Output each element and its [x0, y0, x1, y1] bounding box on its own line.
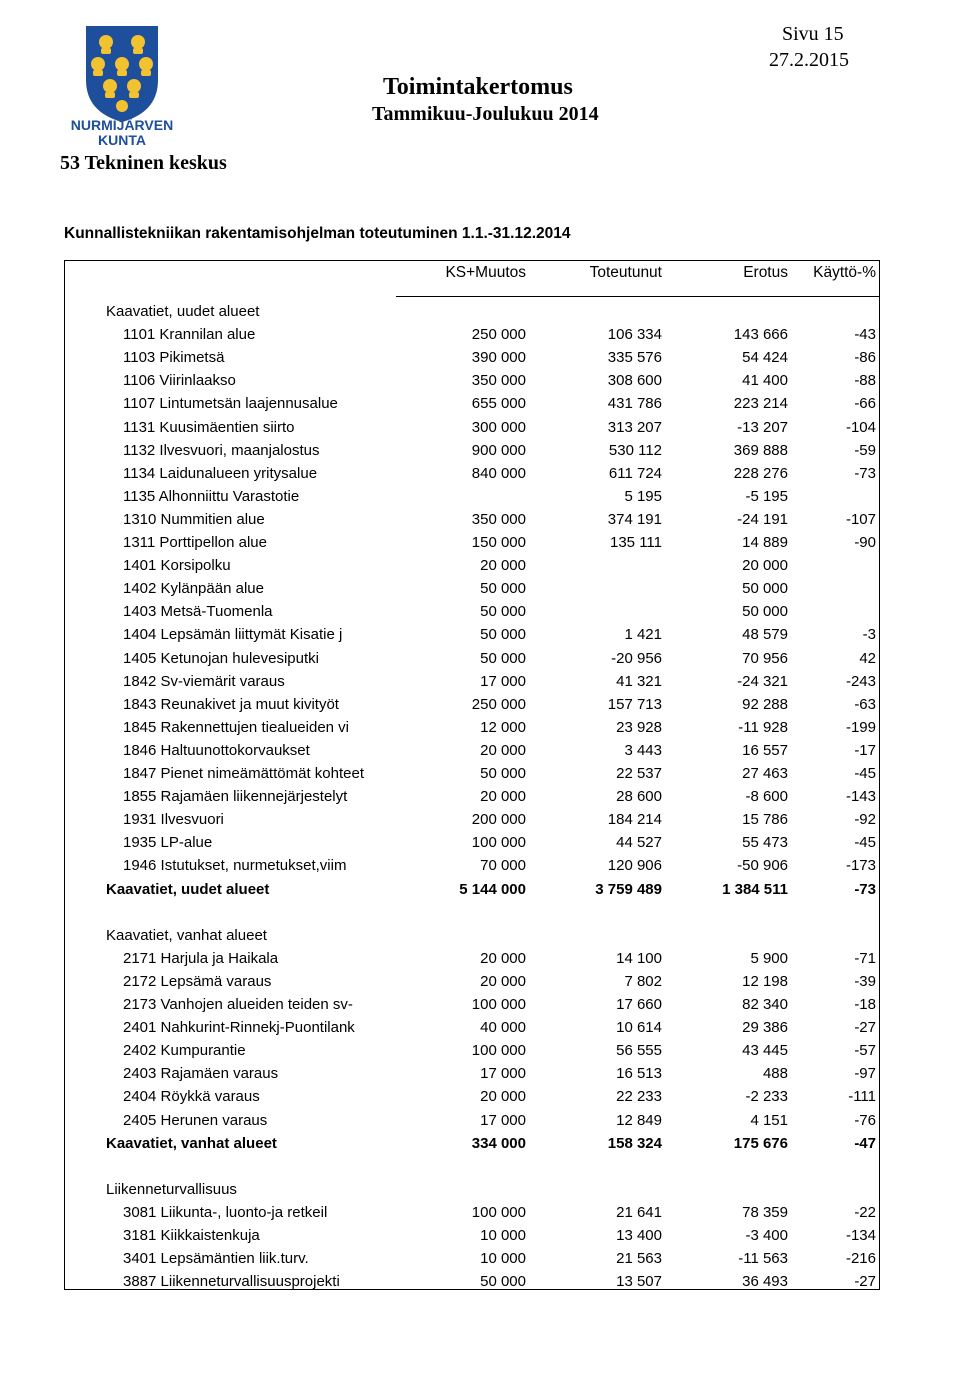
- row-label: 1101 Krannilan alue: [123, 326, 256, 344]
- cell-erotus: 50 000: [742, 603, 788, 621]
- cell-ks-muutos: 17 000: [480, 672, 526, 690]
- cell-kaytto: -66: [854, 395, 876, 413]
- cell-toteutunut: 21 563: [616, 1250, 662, 1268]
- cell-erotus: 43 445: [742, 1042, 788, 1060]
- cell-toteutunut: 5 195: [624, 487, 662, 505]
- cell-kaytto: -97: [854, 1065, 876, 1083]
- cell-toteutunut: 56 555: [616, 1042, 662, 1060]
- table-row: [0, 693, 960, 716]
- cell-toteutunut: 157 713: [607, 695, 662, 713]
- row-label: 1132 Ilvesvuori, maanjalostus: [123, 441, 320, 459]
- table-row: [0, 392, 960, 415]
- cell-toteutunut: 22 233: [616, 1088, 662, 1106]
- cell-toteutunut: 313 207: [607, 418, 662, 436]
- cell-ks-muutos: 50 000: [480, 765, 526, 782]
- row-label: 1403 Metsä-Tuomenla: [123, 603, 273, 621]
- row-label: 1402 Kylänpään alue: [123, 580, 264, 598]
- cell-erotus: 82 340: [742, 996, 788, 1013]
- cell-toteutunut: -20 956: [611, 649, 662, 667]
- cell-toteutunut: 13 400: [616, 1227, 662, 1244]
- cell-erotus: -13 207: [737, 418, 788, 436]
- table-row: [0, 462, 960, 485]
- row-label: 1405 Ketunojan hulevesiputki: [123, 649, 319, 667]
- row-label: 1845 Rakennettujen tiealueiden vi: [123, 718, 350, 736]
- cell-kaytto: -27: [854, 1273, 876, 1291]
- table-row: [0, 531, 960, 554]
- cell-toteutunut: 120 906: [607, 857, 662, 875]
- section-header-row: [0, 1178, 960, 1201]
- cell-kaytto: 42: [859, 649, 876, 667]
- cell-kaytto: -39: [854, 972, 876, 990]
- row-label: 2171 Harjula ja Haikala: [123, 949, 279, 967]
- row-label: 1842 Sv-viemärit varaus: [123, 672, 285, 690]
- row-label: 3401 Lepsämäntien liik.turv.: [123, 1250, 309, 1268]
- cell-erotus: 369 888: [733, 441, 788, 459]
- cell-ks-muutos: 100 000: [471, 1203, 526, 1221]
- cell-ks-muutos: 840 000: [471, 464, 526, 482]
- row-label: 3081 Liikunta-, luonto-ja retkeil: [123, 1203, 328, 1221]
- table-row: [0, 508, 960, 531]
- table-row: [0, 854, 960, 877]
- cell-erotus: 223 214: [733, 395, 788, 413]
- table-row: [0, 808, 960, 831]
- cell-kaytto: -59: [854, 441, 876, 459]
- cell-toteutunut: 17 660: [616, 996, 662, 1013]
- cell-kaytto: -3: [862, 626, 876, 644]
- cell-kaytto: -45: [854, 834, 876, 852]
- cell-ks-muutos: 20 000: [480, 972, 526, 990]
- cell-toteutunut: 3 759 489: [595, 880, 662, 898]
- table-row: [0, 439, 960, 462]
- cell-erotus: 16 557: [742, 741, 788, 759]
- cell-ks-muutos: 300 000: [471, 418, 526, 436]
- cell-toteutunut: 16 513: [616, 1065, 662, 1083]
- page-number: Sivu 15: [782, 23, 844, 45]
- cell-ks-muutos: 20 000: [480, 788, 526, 806]
- cell-erotus: 175 676: [733, 1134, 788, 1152]
- cell-ks-muutos: 334 000: [471, 1134, 526, 1152]
- table-row: [0, 785, 960, 808]
- cell-erotus: 14 889: [742, 534, 788, 551]
- cell-erotus: 228 276: [733, 464, 788, 482]
- row-label: 1103 Pikimetsä: [123, 349, 225, 367]
- cell-erotus: 48 579: [742, 626, 788, 644]
- cell-kaytto: -92: [854, 811, 876, 829]
- cell-kaytto: -17: [854, 741, 876, 759]
- row-label: 2405 Herunen varaus: [123, 1111, 268, 1129]
- cell-kaytto: -43: [854, 326, 876, 344]
- row-label: 1131 Kuusimäentien siirto: [123, 418, 295, 436]
- cell-erotus: 50 000: [742, 580, 788, 598]
- table-row: [0, 1270, 960, 1293]
- table-row: [0, 1039, 960, 1062]
- nurmijarvi-logo: [64, 24, 180, 148]
- table-row: [0, 1016, 960, 1039]
- cell-ks-muutos: 20 000: [480, 949, 526, 967]
- cell-ks-muutos: 100 000: [471, 834, 526, 852]
- cell-toteutunut: 13 507: [616, 1273, 662, 1291]
- cell-toteutunut: 22 537: [616, 765, 662, 782]
- cell-toteutunut: 158 324: [607, 1134, 662, 1152]
- row-label: 1931 Ilvesvuori: [123, 811, 224, 829]
- cell-ks-muutos: 100 000: [471, 996, 526, 1013]
- row-label: Liikenneturvallisuus: [106, 1180, 237, 1198]
- table-row: [0, 1247, 960, 1270]
- cell-toteutunut: 611 724: [608, 464, 662, 482]
- cell-toteutunut: 10 614: [616, 1019, 662, 1037]
- row-label: 3887 Liikenneturvallisuusprojekti: [123, 1273, 340, 1291]
- cell-erotus: 488: [762, 1065, 788, 1083]
- cell-erotus: 41 400: [742, 372, 788, 390]
- table-row: [0, 947, 960, 970]
- table-row: [0, 739, 960, 762]
- row-label: 1846 Haltuunottokorvaukset: [123, 741, 310, 759]
- table-row: [0, 323, 960, 346]
- column-header-kaytto: Käyttö-%: [813, 264, 876, 281]
- cell-erotus: 20 000: [742, 557, 788, 575]
- cell-ks-muutos: 5 144 000: [459, 880, 526, 898]
- cell-toteutunut: 530 112: [608, 441, 662, 459]
- cell-kaytto: -47: [854, 1134, 876, 1152]
- report-title: Toimintakertomus: [383, 74, 573, 100]
- report-date: 27.2.2015: [769, 49, 849, 71]
- cell-erotus: -50 906: [737, 857, 788, 875]
- cell-erotus: 1 384 511: [722, 880, 788, 898]
- cell-kaytto: -104: [845, 418, 876, 436]
- cell-ks-muutos: 20 000: [480, 741, 526, 759]
- cell-toteutunut: 41 321: [616, 672, 662, 690]
- cell-kaytto: -73: [854, 880, 876, 898]
- cell-erotus: -3 400: [745, 1227, 788, 1244]
- cell-kaytto: -45: [854, 765, 876, 782]
- cell-toteutunut: 28 600: [616, 788, 662, 806]
- cell-ks-muutos: 250 000: [471, 695, 526, 713]
- cell-kaytto: -63: [854, 695, 876, 713]
- cell-toteutunut: 1 421: [624, 626, 662, 644]
- cell-erotus: -11 928: [738, 718, 788, 736]
- cell-erotus: 70 956: [742, 649, 788, 667]
- table-row: [0, 600, 960, 623]
- row-label: 1935 LP-alue: [123, 834, 213, 852]
- cell-erotus: 29 386: [742, 1019, 788, 1037]
- row-label: 1843 Reunakivet ja muut kivityöt: [123, 695, 339, 713]
- cell-kaytto: -22: [854, 1203, 876, 1221]
- cell-kaytto: -143: [845, 788, 876, 806]
- cell-toteutunut: 374 191: [607, 510, 662, 528]
- cell-erotus: 143 666: [733, 326, 788, 344]
- table-row: [0, 485, 960, 508]
- table-row: [0, 670, 960, 693]
- cell-ks-muutos: 40 000: [480, 1019, 526, 1037]
- row-label: 1310 Nummitien alue: [123, 510, 265, 528]
- section-header-row: [0, 924, 960, 947]
- cell-ks-muutos: 390 000: [471, 349, 526, 367]
- section-header-row: [0, 300, 960, 323]
- table-row: [0, 1085, 960, 1108]
- table-row: [0, 1224, 960, 1247]
- row-label: Kaavatiet, vanhat alueet: [106, 926, 267, 944]
- row-label: 1311 Porttipellon alue: [123, 534, 267, 551]
- cell-erotus: 4 151: [750, 1111, 788, 1129]
- logo-text-line1: NURMIJÄRVEN: [70, 117, 174, 133]
- cell-kaytto: -73: [854, 464, 876, 482]
- cell-toteutunut: 135 111: [610, 534, 662, 551]
- table-row: [0, 762, 960, 785]
- row-label: 1855 Rajamäen liikennejärjestelyt: [123, 788, 348, 806]
- cell-erotus: 92 288: [742, 695, 788, 713]
- cell-toteutunut: 335 576: [607, 349, 662, 367]
- table-row: [0, 1201, 960, 1224]
- cell-kaytto: -90: [854, 534, 876, 551]
- table-row: [0, 716, 960, 739]
- cell-toteutunut: 106 334: [607, 326, 662, 344]
- department-title: 53 Tekninen keskus: [60, 152, 227, 174]
- cell-toteutunut: 12 849: [616, 1111, 662, 1129]
- cell-erotus: 5 900: [750, 949, 788, 967]
- cell-ks-muutos: 10 000: [480, 1250, 526, 1268]
- cell-erotus: 54 424: [742, 349, 788, 367]
- cell-ks-muutos: 70 000: [480, 857, 526, 875]
- cell-toteutunut: 308 600: [607, 372, 662, 390]
- cell-ks-muutos: 17 000: [480, 1065, 526, 1083]
- table-caption: Kunnallistekniikan rakentamisohjelman toteutuminen 1.1.-31.12.2014: [64, 225, 571, 242]
- table-row: [0, 831, 960, 854]
- report-period: Tammikuu-Joulukuu 2014: [372, 103, 599, 125]
- cell-kaytto: -27: [854, 1019, 876, 1037]
- cell-toteutunut: 14 100: [616, 949, 662, 967]
- cell-kaytto: -243: [845, 672, 876, 690]
- row-label: 3181 Kiikkaistenkuja: [123, 1227, 260, 1244]
- section-total-row: [0, 878, 960, 901]
- row-label: 2172 Lepsämä varaus: [123, 972, 272, 990]
- row-label: 1135 Alhonniittu Varastotie: [123, 487, 300, 505]
- cell-kaytto: -57: [854, 1042, 876, 1060]
- table-row: [0, 346, 960, 369]
- cell-toteutunut: 21 641: [616, 1203, 662, 1221]
- row-label: 1401 Korsipolku: [123, 557, 231, 575]
- cell-ks-muutos: 900 000: [471, 441, 526, 459]
- cell-erotus: 36 493: [742, 1273, 788, 1291]
- column-header-toteutunut: Toteutunut: [589, 264, 662, 281]
- row-label: 2401 Nahkurint-Rinnekj-Puontilank: [123, 1019, 355, 1037]
- logo-text-line2: KUNTA: [98, 132, 146, 148]
- row-label: 1847 Pienet nimeämättömät kohteet: [123, 765, 364, 782]
- table-row: [0, 647, 960, 670]
- cell-erotus: 78 359: [742, 1203, 788, 1221]
- column-header-erotus: Erotus: [743, 264, 788, 281]
- table-row: [0, 416, 960, 439]
- table-row: [0, 993, 960, 1016]
- table-row: [0, 623, 960, 646]
- cell-ks-muutos: 17 000: [480, 1111, 526, 1129]
- cell-toteutunut: 3 443: [624, 741, 662, 759]
- cell-ks-muutos: 12 000: [480, 718, 526, 736]
- cell-ks-muutos: 200 000: [471, 811, 526, 829]
- cell-erotus: 55 473: [742, 834, 788, 852]
- table-row: [0, 1109, 960, 1132]
- row-label: Kaavatiet, vanhat alueet: [106, 1134, 277, 1152]
- cell-kaytto: -86: [854, 349, 876, 367]
- table-row: [0, 970, 960, 993]
- cell-ks-muutos: 655 000: [471, 395, 526, 413]
- row-label: Kaavatiet, uudet alueet: [106, 880, 270, 898]
- cell-ks-muutos: 250 000: [471, 326, 526, 344]
- cell-kaytto: -134: [845, 1227, 876, 1244]
- header-rule: [396, 296, 880, 297]
- table-row: [0, 1062, 960, 1085]
- cell-toteutunut: 431 786: [607, 395, 662, 413]
- cell-erotus: -2 233: [745, 1088, 788, 1106]
- cell-erotus: -24 191: [737, 510, 788, 528]
- cell-kaytto: -71: [854, 949, 876, 967]
- row-label: 1946 Istutukset, nurmetukset,viim: [123, 857, 347, 875]
- cell-kaytto: -107: [845, 510, 876, 528]
- cell-toteutunut: 184 214: [607, 811, 662, 829]
- cell-erotus: 12 198: [742, 972, 788, 990]
- row-label: 2173 Vanhojen alueiden teiden sv-: [123, 996, 353, 1013]
- cell-ks-muutos: 50 000: [480, 1273, 526, 1291]
- cell-kaytto: -216: [845, 1250, 876, 1268]
- column-header-ks-muutos: KS+Muutos: [445, 264, 526, 281]
- cell-toteutunut: 44 527: [616, 834, 662, 852]
- cell-erotus: 27 463: [742, 765, 788, 782]
- row-label: 1134 Laidunalueen yritysalue: [123, 464, 318, 482]
- cell-kaytto: -18: [854, 996, 876, 1013]
- row-label: Kaavatiet, uudet alueet: [106, 303, 260, 320]
- table-row: [0, 577, 960, 600]
- row-label: 1106 Viirinlaakso: [123, 372, 236, 390]
- cell-erotus: -24 321: [737, 672, 788, 690]
- cell-kaytto: -76: [854, 1111, 876, 1129]
- cell-ks-muutos: 150 000: [471, 534, 526, 551]
- cell-ks-muutos: 100 000: [471, 1042, 526, 1060]
- row-label: 2404 Röykkä varaus: [123, 1088, 260, 1106]
- cell-ks-muutos: 10 000: [480, 1227, 526, 1244]
- cell-ks-muutos: 20 000: [480, 1088, 526, 1106]
- cell-toteutunut: 23 928: [616, 718, 662, 736]
- row-label: 1107 Lintumetsän laajennusalue: [123, 395, 338, 413]
- cell-kaytto: -88: [854, 372, 876, 390]
- cell-kaytto: -111: [848, 1088, 876, 1106]
- cell-ks-muutos: 50 000: [480, 649, 526, 667]
- cell-erotus: -11 563: [738, 1250, 788, 1268]
- cell-ks-muutos: 350 000: [471, 510, 526, 528]
- cell-ks-muutos: 20 000: [480, 557, 526, 575]
- row-label: 2403 Rajamäen varaus: [123, 1065, 279, 1083]
- table-row: [0, 554, 960, 577]
- table-row: [0, 369, 960, 392]
- cell-erotus: -5 195: [745, 487, 788, 505]
- cell-kaytto: -199: [845, 718, 876, 736]
- cell-erotus: -8 600: [745, 788, 788, 806]
- cell-erotus: 15 786: [742, 811, 788, 829]
- cell-ks-muutos: 50 000: [480, 626, 526, 644]
- row-label: 2402 Kumpurantie: [123, 1042, 246, 1060]
- cell-ks-muutos: 50 000: [480, 603, 526, 621]
- row-label: 1404 Lepsämän liittymät Kisatie j: [123, 626, 343, 644]
- cell-toteutunut: 7 802: [624, 972, 662, 990]
- cell-kaytto: -173: [845, 857, 876, 875]
- cell-ks-muutos: 350 000: [471, 372, 526, 390]
- section-total-row: [0, 1132, 960, 1155]
- cell-ks-muutos: 50 000: [480, 580, 526, 598]
